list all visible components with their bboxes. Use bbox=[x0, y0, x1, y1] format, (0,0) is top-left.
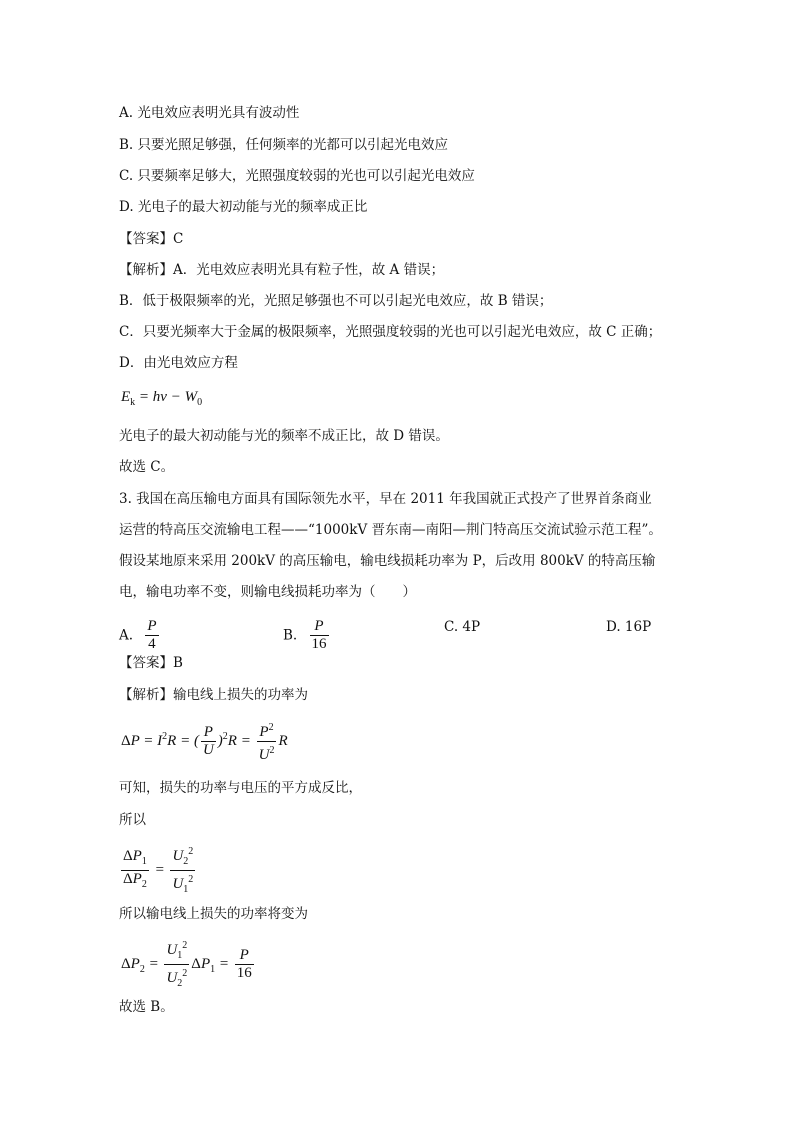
q3-analysis-becomes: 所以输电线上损失的功率将变为 bbox=[119, 906, 308, 922]
q3-stem-line-2: 运营的特高压交流输电工程——“1000kV 晋东南—南阳—荆门特高压交流试验示范工程”。 bbox=[119, 522, 662, 538]
q3-option-b bbox=[283, 618, 331, 653]
result-equation: $\Delta P_2$ = $\frac{U_1^2}{U_2^2}$ $\Delta P_1$ = $\frac{P}{16}$ bbox=[121, 937, 256, 992]
ratio-equation: $\frac{\Delta P_1}{\Delta P_2}$ = $\frac{U_2^2}{U_1^2}$ bbox=[119, 843, 197, 898]
q3-stem-line-3: 假设某地原来采用 200kV 的高压输电，输电线损耗功率为 P，后改用 800kV 的特高压输 bbox=[119, 553, 656, 569]
q3-analysis-therefore: 所以 bbox=[119, 812, 146, 828]
q3-analysis-intro: 【解析】输电线上损失的功率为 bbox=[119, 687, 308, 703]
q3-analysis-inverse: 可知，损失的功率与电压的平方成反比， bbox=[119, 780, 362, 796]
q2-analysis-e: 光电子的最大初动能与光的频率不成正比，故 D 错误。 bbox=[119, 428, 449, 444]
q3-stem-line-4: 电，输电功率不变，则输电线损耗功率为（ ） bbox=[119, 584, 416, 600]
q2-analysis-b: B．低于极限频率的光，光照足够强也不可以引起光电效应，故 B 错误； bbox=[119, 293, 553, 309]
q2-analysis-a: 【解析】A．光电效应表明光具有粒子性，故 A 错误； bbox=[119, 262, 445, 278]
q2-analysis-d: D．由光电效应方程 bbox=[119, 355, 238, 371]
power-loss-equation: $\Delta P = I^2R$ = ( $\frac{P}{U}$ )$^2$R = $\frac{P^2}{U^2}$ R bbox=[121, 722, 288, 763]
q3-conclusion: 故选 B。 bbox=[119, 999, 174, 1015]
q2-option-c: C. 只要频率足够大，光照强度较弱的光也可以引起光电效应 bbox=[119, 168, 475, 184]
q3-option-b-label: B. bbox=[283, 627, 298, 644]
q3-option-a-label: A. bbox=[119, 627, 134, 644]
fraction-p-over-16: $\frac{P}{16}$ bbox=[311, 618, 327, 652]
q2-answer: 【答案】C bbox=[119, 231, 184, 247]
q3-option-a bbox=[119, 618, 161, 653]
q3-stem-line-1: 3. 我国在高压输电方面具有国际领先水平，早在 2011 年我国就正式投产了世界首条商业 bbox=[119, 491, 652, 507]
photoelectric-equation: $E_k = h\nu - W_0$ bbox=[121, 389, 203, 408]
fraction-p-over-4: $\frac{P}{4}$ bbox=[147, 618, 157, 652]
q3-answer: 【答案】B bbox=[119, 655, 183, 671]
q2-option-d: D. 光电子的最大初动能与光的频率成正比 bbox=[119, 199, 368, 215]
q2-analysis-c: C．只要光频率大于金属的极限频率，光照强度较弱的光也可以引起光电效应，故 C 正确； bbox=[119, 324, 662, 340]
q2-conclusion: 故选 C。 bbox=[119, 459, 175, 475]
q3-option-c: C. 4P bbox=[444, 619, 481, 635]
q2-option-b: B. 只要光照足够强，任何频率的光都可以引起光电效应 bbox=[119, 137, 449, 153]
q2-option-a: A. 光电效应表明光具有波动性 bbox=[119, 105, 300, 121]
q3-option-d: D. 16P bbox=[606, 619, 652, 635]
